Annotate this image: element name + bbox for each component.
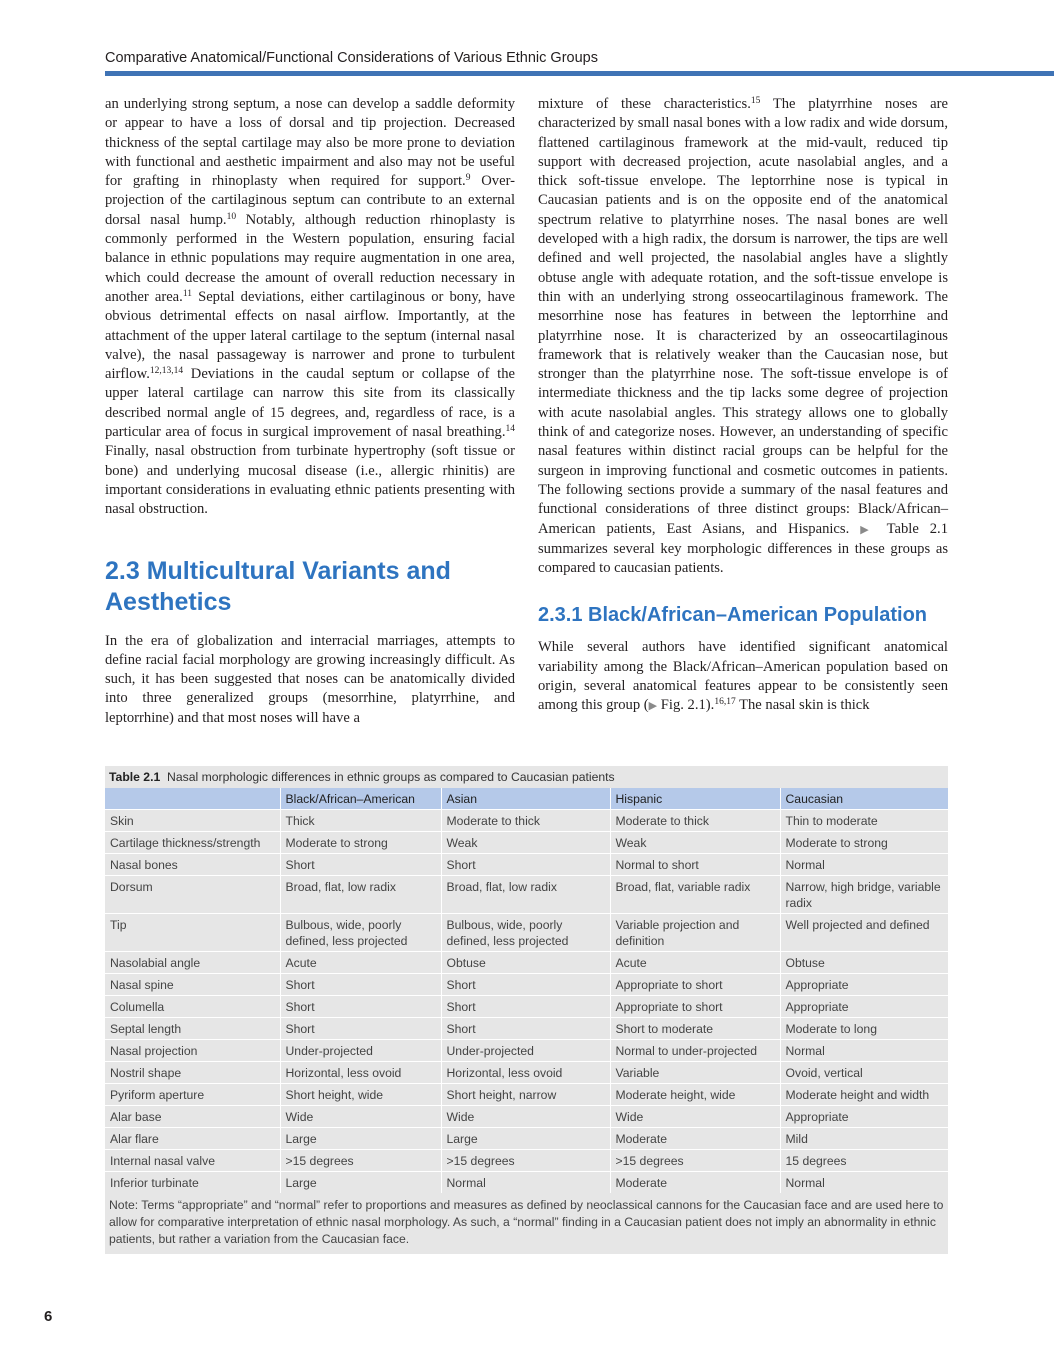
table-cell: Short to moderate [610,1018,780,1040]
left-column [105,95,515,728]
text-run: an underlying strong septum, a nose can develop a saddle deformity or appear to have a loss of dorsal and tip projection. Decreased thickness of the septal cartilage may also be more prone to deviation with functional and aesthetic impairment and also may not be useful for grafting in rhinoplasty when required for support. [105,96,515,190]
table-cell: Moderate [610,1128,780,1150]
table-cell: Appropriate to short [610,974,780,996]
citation[interactable]: 11 [182,288,192,299]
table-cell: Thin to moderate [780,810,948,832]
row-label-cell: Nasal spine [105,974,280,996]
right-column [538,95,948,717]
row-label-cell: Nasolabial angle [105,952,280,974]
row-label-cell: Columella [105,996,280,1018]
table-caption [105,766,948,788]
running-head-rule [105,71,1054,76]
table-row [105,1018,948,1040]
text-run: Septal deviations, either cartilaginous or bony, have obvious detrimental effects on nasal airflow. Importantly, at the attachment of the upper lateral cartilage to the septum (internal nasal valve), the nasal passageway is narrower and prone to turbulent airflow. [105,288,515,383]
text-run: While several authors have identified significant anatomical variability among the Black/African–American population based on origin, several anatomical features appear to be consistently seen among this group ( [538,639,948,714]
table-cell: Normal [780,1172,948,1194]
table-label: Table 2.1 [109,770,161,784]
table-row [105,876,948,914]
column-header: Asian [441,788,610,810]
table-row [105,1172,948,1194]
citation[interactable]: 9 [465,173,471,184]
running-head-title: Comparative Anatomical/Functional Considerations of Various Ethnic Groups [105,50,598,66]
table-cell: Appropriate [780,1106,948,1128]
table-cell: Moderate to thick [610,810,780,832]
table-cell: >15 degrees [441,1150,610,1172]
table-row [105,832,948,854]
citation[interactable]: 10 [226,211,237,222]
morphology-table [105,788,948,1193]
column-header: Black/African–American [280,788,441,810]
table-cell: Moderate to thick [441,810,610,832]
table-row [105,1084,948,1106]
table-cell: Wide [280,1106,441,1128]
table-cell: Broad, flat, low radix [280,876,441,914]
column-header [105,788,280,810]
subsection-heading: 2.3.1 Black/African–American Population [538,604,928,627]
text-run: Notably, although reduction rhinoplasty is commonly performed in the Western population, ensuring facial balance in ethnic populations may require augmentation in one area, which could decrease the amount of overall reduction necessary in another area. [105,211,515,305]
table-cell: Short [441,996,610,1018]
table-row [105,1150,948,1172]
citation[interactable]: 14 [505,424,515,435]
table-cell: Horizontal, less ovoid [441,1062,610,1084]
table-cell: Variable [610,1062,780,1084]
citation[interactable]: 16,17 [714,697,736,708]
table-cell: Well projected and defined [780,914,948,952]
table-cell: Under-projected [441,1040,610,1062]
table-cell: Large [441,1128,610,1150]
table-cell: Moderate height, wide [610,1084,780,1106]
running-head [105,50,1054,76]
row-label-cell: Alar base [105,1106,280,1128]
right-paragraph-1 [538,95,948,578]
table-cell: Short [280,974,441,996]
table-cell: Normal [780,1040,948,1062]
table-caption-text: Nasal morphologic differences in ethnic groups as compared to Caucasian patients [167,770,615,784]
table-cell: Obtuse [441,952,610,974]
table-row [105,914,948,952]
table-row [105,1062,948,1084]
row-label-cell: Tip [105,914,280,952]
table-cell: Ovoid, vertical [780,1062,948,1084]
citation[interactable]: 15 [750,96,761,106]
table-cell: Wide [610,1106,780,1128]
table-row [105,854,948,876]
table-cell: Horizontal, less ovoid [280,1062,441,1084]
column-header: Hispanic [610,788,780,810]
table-cell: Short height, wide [280,1084,441,1106]
section-heading: 2.3 Multicultural Variants and Aesthetics [105,556,451,616]
table-cell: Wide [441,1106,610,1128]
table-row [105,1128,948,1150]
left-paragraph-1 [105,95,515,520]
row-label-cell: Skin [105,810,280,832]
table-cell: Appropriate to short [610,996,780,1018]
row-label-cell: Internal nasal valve [105,1150,280,1172]
text-run: Finally, nasal obstruction from turbinate hypertrophy (soft tissue or bone) and underlying mucosal disease (i.e., allergic rhinitis) are important considerations in evaluating ethnic patients presenting with nasal obstruction. [105,443,515,518]
table-cell: Short [441,854,610,876]
table-cell: Appropriate [780,974,948,996]
table-cell: Normal [441,1172,610,1194]
row-label-cell: Dorsum [105,876,280,914]
table-cross-reference[interactable]: Table 2.1 summarizes several key morphologic differences in these groups as compared to caucasian patients. [538,520,948,577]
table-cell: Short [441,1018,610,1040]
text-run: Deviations in the caudal septum or collapse of the upper lateral cartilage can narrow this site from its classically described normal angle of 15 degrees, and, regardless of race, is a particular area of focus in surgical improvement of nasal breathing. [105,366,515,441]
table-cell: Short [441,974,610,996]
table-cell: Weak [610,832,780,854]
text-run: mixture of these characteristics. [538,96,751,112]
table-cell: Acute [280,952,441,974]
table-cell: Narrow, high bridge, variable radix [780,876,948,914]
table-cell: Short height, narrow [441,1084,610,1106]
table-cell: Bulbous, wide, poorly defined, less projected [280,914,441,952]
table-cell: Under-projected [280,1040,441,1062]
table-row [105,974,948,996]
table-header-row [105,788,948,810]
table-cell: Moderate [610,1172,780,1194]
cross-reference-arrow-icon: ▶ [860,523,876,536]
row-label-cell: Alar flare [105,1128,280,1150]
row-label-cell: Inferior turbinate [105,1172,280,1194]
table-row [105,1106,948,1128]
row-label-cell: Septal length [105,1018,280,1040]
table-cell: Large [280,1128,441,1150]
table-cell: Short [280,854,441,876]
text-run: The platyrrhine noses are characterized by small nasal bones with a low radix and wide dorsum, flattened cartilaginous framework at the mid-vault, reduced tip support with decreased projection, acute nasolabial angles, and a thick soft-tissue envelope. The leptorrhine nose is typical in Caucasian patients and is on the opposite end of the anatomical spectrum relative to platyrrhine noses. The nasal bones are well developed with a high radix, the dorsum is narrower, the tips are well defined and well projected, the nasolabial angles have a slightly obtuse angle with adequate rotation, and the soft-tissue envelope is thin with an underlying strong osseocartilaginous framework. The mesorrhine nose has features in between the leptorrhine and platyrrhine nose. It is characterized by an osseocartilaginous framework that is relatively weaker than the Caucasian nose, but stronger than the platyrrhine nose. The soft-tissue envelope is of intermediate thickness and the tip lacks some degree of projection with acute nasolabial angles. This strategy allows one to globally think of and categorize noses. However, an understanding of specific nasal features within distinct racial groups can be helpful for the surgeon in improving functional and cosmetic outcomes in patients. The following sections provide a summary of the nasal features and functional considerations of three distinct groups: Black/African–American patients, East Asians, and Hispanics. [538,96,948,537]
table-cell: Thick [280,810,441,832]
table-cell: Broad, flat, variable radix [610,876,780,914]
table-cell: Acute [610,952,780,974]
table-cell: Large [280,1172,441,1194]
table-cell: Moderate height and width [780,1084,948,1106]
text-run: Over-projection of the cartilaginous septum can contribute to an external dorsal nasal hump. [105,173,516,228]
table-row [105,996,948,1018]
table-cell: Moderate to strong [280,832,441,854]
table-cell: Normal to short [610,854,780,876]
table-row [105,810,948,832]
table-cell: Short [280,996,441,1018]
column-header: Caucasian [780,788,948,810]
figure-cross-reference[interactable]: Fig. 2.1). [657,697,715,714]
table-row [105,952,948,974]
cross-reference-arrow-icon: ▶ [648,700,658,713]
table-cell: 15 degrees [780,1150,948,1172]
table-2-1 [105,766,948,1254]
table-cell: Variable projection and definition [610,914,780,952]
table-cell: Moderate to long [780,1018,948,1040]
table-cell: >15 degrees [280,1150,441,1172]
table-cell: Moderate to strong [780,832,948,854]
page-number: 6 [44,1308,53,1325]
right-paragraph-2 [538,638,948,716]
table-cell: Obtuse [780,952,948,974]
row-label-cell: Nasal bones [105,854,280,876]
table-cell: Mild [780,1128,948,1150]
citation[interactable]: 12,13,14 [149,366,184,377]
table-cell: Broad, flat, low radix [441,876,610,914]
table-cell: Normal to under-projected [610,1040,780,1062]
table-cell: Normal [780,854,948,876]
table-cell: Short [280,1018,441,1040]
row-label-cell: Nostril shape [105,1062,280,1084]
table-row [105,1040,948,1062]
table-cell: Bulbous, wide, poorly defined, less projected [441,914,610,952]
left-paragraph-2: In the era of globalization and interracial marriages, attempts to define racial facial morphology are growing increasingly difficult. As such, it has been suggested that noses can be anatomically divided into three generalized groups (mesorrhine, platyrrhine, and leptorrhine) and that most noses will have a [105,632,515,726]
text-run: The nasal skin is thick [735,697,870,714]
table-cell: Appropriate [780,996,948,1018]
table-note: Note: Terms “appropriate” and “normal” refer to proportions and measures as defined by neoclassical cannons for the Caucasian face and are used here to allow for comparative interpretation of ethnic nasal morphology. As such, a “normal” finding in a Caucasian patient does not imply an abnormality in ethnic patients, but rather a variation from the Caucasian face. [109,1198,944,1246]
row-label-cell: Nasal projection [105,1040,280,1062]
row-label-cell: Cartilage thickness/strength [105,832,280,854]
table-cell: Weak [441,832,610,854]
table-cell: >15 degrees [610,1150,780,1172]
table-body [105,810,948,1194]
row-label-cell: Pyriform aperture [105,1084,280,1106]
